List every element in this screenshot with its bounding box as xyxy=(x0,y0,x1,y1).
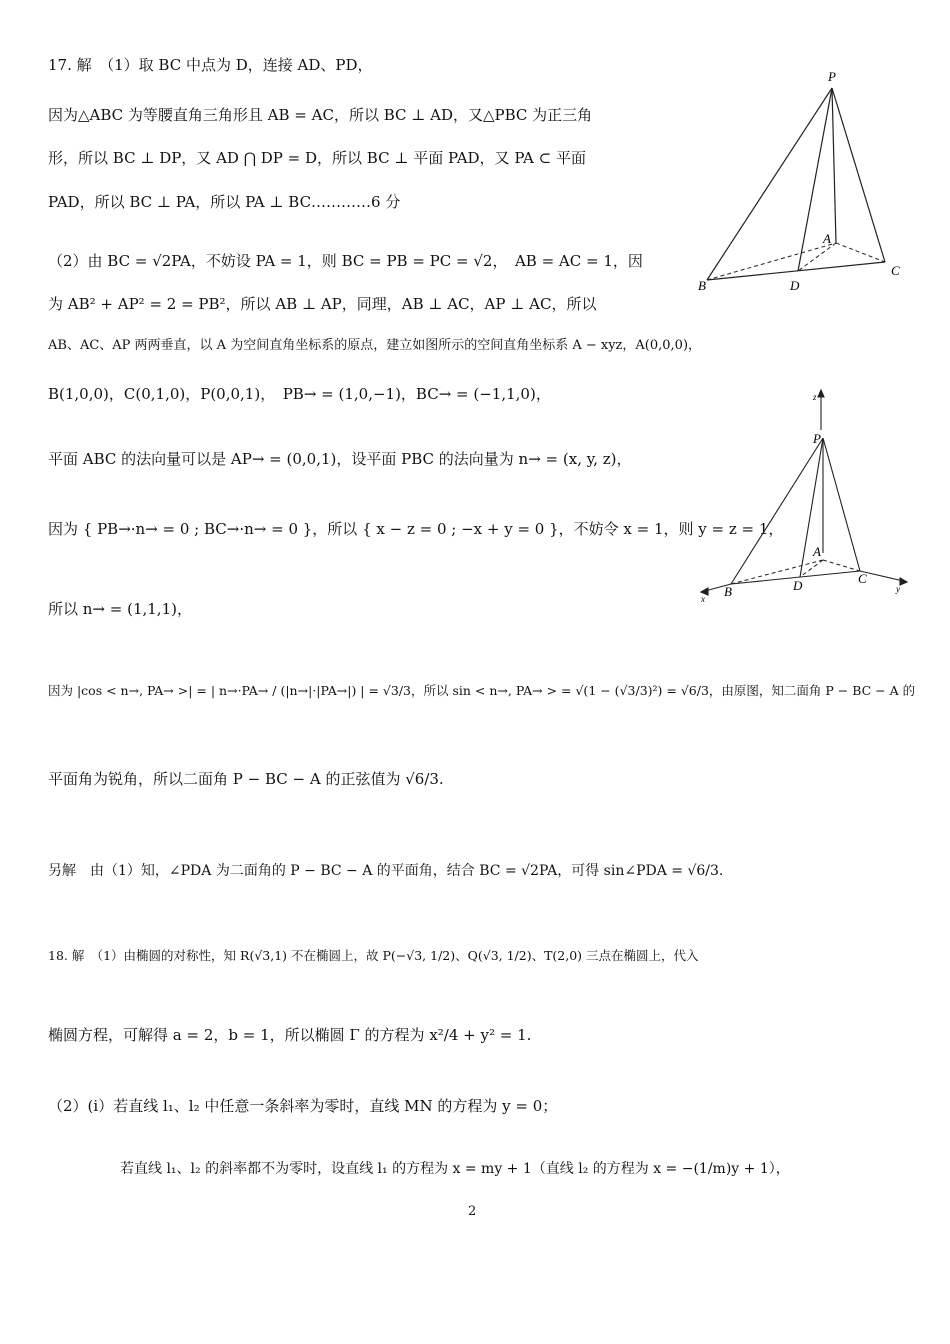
solution-line-7: AB、AC、AP 两两垂直，以 A 为空间直角坐标系的原点，建立如图所示的空间直角坐标系 A − xyz，A(0,0,0)， xyxy=(48,338,702,353)
figure2-label-z: z xyxy=(813,392,817,402)
figure2-label-a: A xyxy=(813,544,821,559)
figure1-label-b: B xyxy=(698,278,706,293)
figure1-label-p: P xyxy=(828,69,836,84)
solution-line-2: 因为△ABC 为等腰直角三角形且 AB = AC，所以 BC ⊥ AD，又△PBC 为正三角 xyxy=(48,106,593,124)
solution-line-6: 为 AB² + AP² = 2 = PB²，所以 AB ⊥ AP，同理，AB ⊥ AC，AP ⊥ AC，所以 xyxy=(48,295,597,313)
coordinate-pyramid-figure xyxy=(695,388,915,603)
figure2-label-x: x xyxy=(701,594,705,603)
problem-18-line-4: 若直线 l₁、l₂ 的斜率都不为零时，设直线 l₁ 的方程为 x = my + 1（直线 l₂ 的方程为 x = −(1/m)y + 1）， xyxy=(120,1161,790,1177)
figure1-label-a: A xyxy=(823,231,831,246)
solution-line-10: 因为 { PB→·n→ = 0 ; BC→·n→ = 0 }，所以 { x − z = 0 ; −x + y = 0 }，不妨令 x = 1，则 y = z = 1， xyxy=(48,520,784,538)
problem-18-line-1: 18. 解 （1）由椭圆的对称性，知 R(√3,1) 不在椭圆上，故 P(−√3, 1/2)、Q(√3, 1/2)、T(2,0) 三点在椭圆上，代入 xyxy=(48,948,699,963)
solution-line-5: （2）由 BC = √2PA，不妨设 PA = 1，则 BC = PB = PC = √2， AB = AC = 1，因 xyxy=(48,252,643,270)
figure1-label-d: D xyxy=(790,278,800,293)
problem-18-line-2: 椭圆方程，可解得 a = 2，b = 1，所以椭圆 Γ 的方程为 x²/4 + y² = 1. xyxy=(48,1026,532,1044)
solution-line-8: B(1,0,0)，C(0,1,0)，P(0,0,1)， PB→ = (1,0,−1)，BC→ = (−1,1,0)， xyxy=(48,385,551,403)
alternative-solution-line: 另解 由（1）知，∠PDA 为二面角的 P − BC − A 的平面角，结合 BC = √2PA，可得 sin∠PDA = √6/3. xyxy=(48,863,724,879)
solution-line-4: PAD，所以 BC ⊥ PA，所以 PA ⊥ BC…………6 分 xyxy=(48,193,401,211)
figure2-label-y: y xyxy=(896,584,900,594)
solution-line-3: 形，所以 BC ⊥ DP，又 AD ⋂ DP = D，所以 BC ⊥ 平面 PAD，又 PA ⊂ 平面 xyxy=(48,149,586,167)
figure1-label-c: C xyxy=(891,263,900,278)
problem-18-line-3: （2）(i）若直线 l₁、l₂ 中任意一条斜率为零时，直线 MN 的方程为 y = 0； xyxy=(48,1097,558,1115)
figure2-label-b: B xyxy=(724,584,732,599)
solution-line-12: 因为 |cos < n→, PA→ >| = | n→·PA→ / (|n→|·|PA→|) | = √3/3，所以 sin < n→, PA→ > = √(1 − (√3/3)²) = √6/3，由原图，知二面角 P − BC − A 的 xyxy=(48,683,916,698)
solution-line-13: 平面角为锐角，所以二面角 P − BC − A 的正弦值为 √6/3. xyxy=(48,770,444,788)
pyramid-figure xyxy=(695,65,910,300)
solution-line-9: 平面 ABC 的法向量可以是 AP→ = (0,0,1)，设平面 PBC 的法向量为 n→ = (x, y, z)， xyxy=(48,450,632,468)
page-number: 2 xyxy=(468,1204,477,1219)
solution-line-1: 17. 解 （1）取 BC 中点为 D，连接 AD、PD， xyxy=(48,56,373,74)
solution-line-11: 所以 n→ = (1,1,1)， xyxy=(48,600,192,618)
figure2-label-p: P xyxy=(813,431,821,446)
figure2-label-c: C xyxy=(858,571,867,586)
figure2-label-d: D xyxy=(793,578,803,593)
